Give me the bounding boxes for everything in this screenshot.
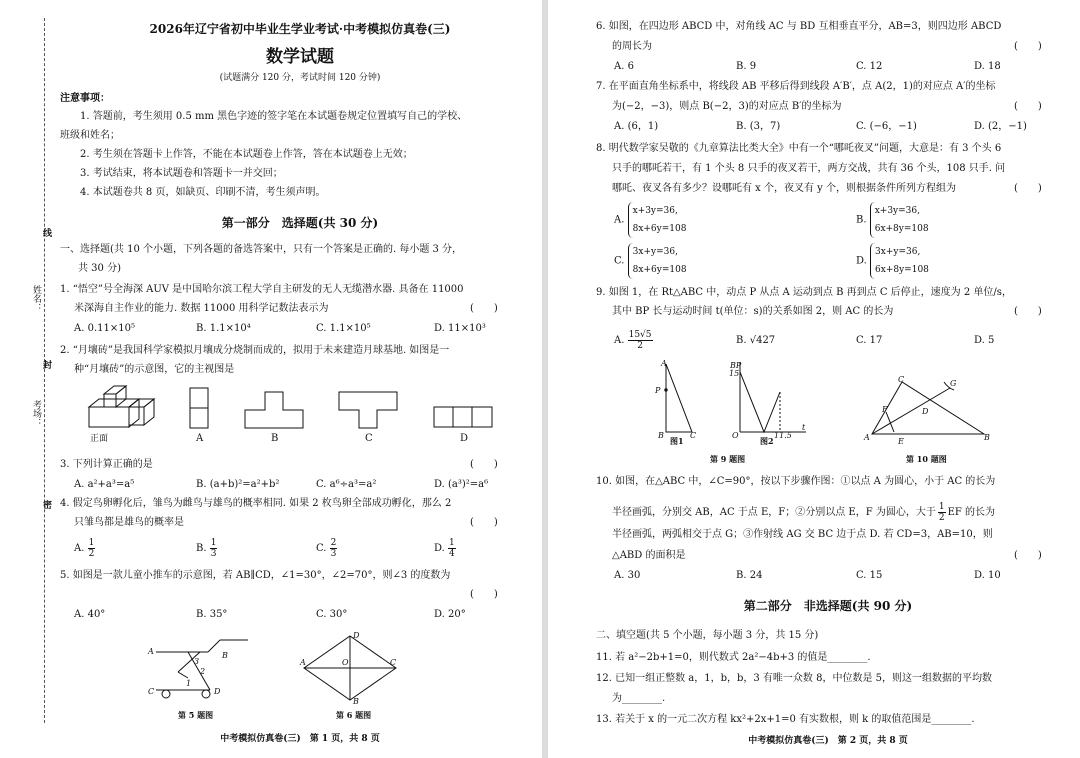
rhombus-figure (300, 632, 400, 704)
q10-answer-paren: ( ) (1014, 550, 1042, 561)
q5-option-d: D. 20° (434, 609, 466, 620)
svg-text:F: F (882, 405, 888, 414)
q10-option-c: C. 15 (856, 570, 883, 581)
svg-text:O: O (342, 658, 349, 667)
section1-line1: 一、选择题(共 10 个小题，下列各题的备选答案中，只有一个答案是正确的. 每小题 3 分， (60, 244, 463, 255)
svg-text:O: O (732, 431, 739, 440)
notice-4: 4. 本试题卷共 8 页，如缺页、印刷不清，考生须声明。 (80, 187, 326, 198)
svg-text:A: A (300, 658, 306, 667)
q4-option-a: A. $\frac{1}{2}$ (74, 538, 95, 559)
q5-stem: 5. 如图是一款儿童小推车的示意图，若 AB∥CD，∠1=30°，∠2=70°，则∠3 的度数为 (60, 570, 451, 581)
fig10-caption: 第 10 题图 (906, 454, 947, 464)
q6-option-b: B. 9 (736, 61, 757, 72)
q3-stem: 3. 下列计算正确的是 (60, 459, 153, 470)
q13-stem: 13. 若关于 x 的一元二次方程 kx²+2x+1=0 有实数根，则 k 的取值范围是________. (596, 714, 975, 725)
svg-text:2: 2 (200, 667, 206, 676)
side-label-room: 考场： (31, 400, 41, 427)
q9-option-d: D. 5 (974, 335, 995, 346)
stroller-figure (148, 628, 258, 704)
q10-option-d: D. 10 (974, 570, 1001, 581)
svg-text:D: D (214, 687, 221, 696)
svg-text:C: C (690, 431, 697, 440)
q8-option-c: C. 3x+y=36, 8x+6y=108 (614, 243, 687, 279)
q7-line2: 为(−2，−3)，则点 B(−2，3)的对应点 B′的坐标为 (612, 101, 842, 112)
q2-option-d-label: D (460, 433, 469, 444)
q10-line3: 半径画弧，两弧相交于点 G；③作射线 AG 交 BC 边于点 D. 若 CD=3，AB=10，则 (612, 529, 993, 540)
svg-text:E: E (898, 437, 904, 446)
fig6-caption: 第 6 题图 (336, 710, 372, 720)
part2-heading: 第二部分 非选择题(共 90 分) (743, 599, 913, 613)
q10-line4: △ABD 的面积是 (612, 550, 686, 561)
q5-option-b: B. 35° (196, 609, 228, 620)
fig9-caption: 第 9 题图 (710, 454, 746, 464)
q8-answer-paren: ( ) (1014, 183, 1042, 194)
q5-option-c: C. 30° (316, 609, 348, 620)
q1-option-a: A. 0.11×10⁵ (74, 323, 135, 334)
q8-option-b: B. x+3y=36, 6x+8y=108 (856, 202, 929, 238)
q3-option-b: B. (a+b)²=a²+b² (196, 479, 280, 490)
q6-line1: 6. 如图，在四边形 ABCD 中，对角线 AC 与 BD 互相垂直平分，AB=3，则四边形 ABCD (596, 21, 1002, 32)
q8-option-d: D. 3x+y=36, 6x+8y=108 (856, 243, 929, 279)
svg-text:C: C (148, 687, 155, 696)
exam-page-2 (548, 0, 1080, 758)
q11-stem: 11. 若 a²−2b+1=0，则代数式 2a²−4b+3 的值是________. (596, 652, 871, 663)
page2-footer: 中考模拟仿真卷(三) 第 2 页，共 8 页 (748, 736, 908, 746)
svg-text:A: A (148, 647, 154, 656)
q10-line1: 10. 如图，在△ABC 中，∠C=90°，按以下步骤作图：①以点 A 为圆心，小于 AC 的长为 (596, 476, 996, 487)
q7-option-b: B. (3，7) (736, 121, 781, 132)
svg-text:11.5: 11.5 (774, 431, 792, 440)
q6-line2: 的周长为 (612, 41, 652, 52)
svg-text:1: 1 (186, 679, 192, 688)
q1-option-c: C. 1.1×10⁵ (316, 323, 371, 334)
q8-option-a: A. x+3y=36, 8x+6y=108 (614, 202, 686, 238)
q9-line2: 其中 BP 长与运动时间 t(单位：s)的关系如图 2，则 AC 的长为 (612, 306, 894, 317)
q1-option-d: D. 11×10³ (434, 323, 486, 334)
q9-fig2-caption: 图2 (760, 436, 774, 446)
svg-text:B: B (222, 651, 228, 660)
q4-option-d: D. $\frac{1}{4}$ (434, 538, 455, 559)
svg-text:A: A (864, 433, 870, 442)
q5-answer-paren: ( ) (470, 589, 498, 600)
svg-text:BP: BP (730, 361, 742, 370)
exam-info: (试题满分 120 分，考试时间 120 分钟) (219, 73, 381, 83)
q2-option-c-label: C (365, 433, 373, 444)
q5-option-a: A. 40° (74, 609, 106, 620)
notice-heading: 注意事项： (60, 93, 110, 104)
exam-title: 2026年辽宁省初中毕业生学业考试·中考模拟仿真卷(三) (149, 22, 451, 36)
q10-option-b: B. 24 (736, 570, 763, 581)
q3-answer-paren: ( ) (470, 459, 498, 470)
side-mark-secret: 密 (41, 500, 51, 509)
q3-option-c: C. a⁶÷a³=a² (316, 479, 377, 490)
q10-figure-triangle (864, 374, 994, 446)
svg-text:G: G (950, 379, 957, 388)
q2-line1: 2. “月壤砖”是我国科学家模拟月壤成分烧制而成的，拟用于未来建造月球基地. 如图是一 (60, 345, 450, 356)
q2-option-b-figure (243, 390, 305, 430)
q2-front-label: 正面 (90, 434, 109, 444)
q2-option-c-figure (337, 390, 399, 430)
q12-line2: 为________. (612, 693, 666, 704)
moon-brick-3d-figure (84, 382, 164, 432)
q4-line2: 只雏鸟都是雄鸟的概率是 (74, 517, 184, 528)
svg-text:C: C (898, 375, 905, 384)
q7-answer-paren: ( ) (1014, 101, 1042, 112)
section2-heading: 二、填空题(共 5 个小题，每小题 3 分，共 15 分) (596, 630, 819, 641)
q7-line1: 7. 在平面直角坐标系中，将线段 AB 平移后得到线段 A′B′，点 A(2，1)的对应点 A′的坐标 (596, 81, 996, 92)
q1-answer-paren: ( ) (470, 303, 498, 314)
q9-answer-paren: ( ) (1014, 306, 1042, 317)
q4-option-c: C. $\frac{2}{3}$ (316, 538, 337, 559)
q3-option-a: A. a²+a³=a⁵ (74, 479, 135, 490)
q9-figure-1-triangle (652, 360, 702, 438)
q9-line1: 9. 如图 1，在 Rt△ABC 中，动点 P 从点 A 运动到点 B 再到点 C 后停止，速度为 2 单位/s， (596, 287, 1012, 298)
q7-option-d: D. (2，−1) (974, 121, 1027, 132)
q12-line1: 12. 已知一组正整数 a，1，b，b，3 有唯一众数 8，中位数是 5，则这一组数据的平均数 (596, 673, 993, 684)
q2-option-d-figure (432, 405, 496, 429)
notice-3: 3. 考试结束，将本试题卷和答题卡一并交回； (80, 168, 283, 179)
q9-option-c: C. 17 (856, 335, 883, 346)
q6-option-c: C. 12 (856, 61, 883, 72)
q9-figure-2-graph (728, 360, 808, 438)
svg-text:D: D (922, 407, 929, 416)
q2-option-b-label: B (271, 433, 279, 444)
page1-footer: 中考模拟仿真卷(三) 第 1 页，共 8 页 (220, 734, 380, 744)
q3-option-d: D. (a³)²=a⁶ (434, 479, 489, 490)
q4-option-b: B. $\frac{1}{3}$ (196, 538, 217, 559)
part1-heading: 第一部分 选择题(共 30 分) (221, 216, 379, 230)
svg-text:B: B (984, 433, 990, 442)
q10-line2: 半径画弧，分别交 AB，AC 于点 E，F；②分别以点 E，F 为圆心，大于 $\frac{1}{2}$ EF 的长为 (612, 502, 995, 523)
q1-line1: 1. “悟空”号全海深 AUV 是中国哈尔滨工程大学自主研发的无人无缆潜水器. 具备在 11000 (60, 284, 464, 295)
side-mark-line: 线 (41, 228, 51, 237)
q8-line2: 只手的哪吒若干，有 1 个头 8 只手的夜叉若干，两方交战，共有 36 个头，108 只手. 问 (612, 163, 1006, 174)
section1-line2: 共 30 分) (78, 263, 121, 274)
side-mark-seal: 封 (41, 360, 51, 369)
svg-text:D: D (353, 631, 360, 640)
q2-line2: 种“月壤砖”的示意图，它的主视图是 (74, 364, 235, 375)
svg-text:B: B (353, 697, 359, 706)
q1-option-b: B. 1.1×10⁴ (196, 323, 251, 334)
subject-title: 数学试题 (266, 47, 334, 67)
q6-answer-paren: ( ) (1014, 41, 1042, 52)
svg-text:A: A (661, 359, 667, 368)
side-label-name: 姓名： (31, 285, 41, 312)
svg-text:B: B (658, 431, 664, 440)
binding-line (44, 18, 45, 723)
svg-text:15: 15 (729, 369, 740, 378)
fig5-caption: 第 5 题图 (178, 710, 214, 720)
q1-line2: 米深海自主作业的能力. 数据 11000 用科学记数法表示为 (74, 303, 329, 314)
q2-option-a-figure (188, 386, 212, 430)
q9-option-a: A. $\frac{15√5}{2}$ (614, 330, 652, 351)
q4-line1: 4. 假定鸟卵孵化后，雏鸟为雌鸟与雄鸟的概率相同. 如果 2 枚鸟卵全部成功孵化，那么 2 (60, 498, 452, 509)
svg-text:C: C (390, 658, 397, 667)
q9-option-b: B. √427 (736, 335, 776, 346)
q10-option-a: A. 30 (614, 570, 641, 581)
q6-option-a: A. 6 (614, 61, 634, 72)
q8-line3: 哪吒、夜叉各有多少？设哪吒有 x 个，夜叉有 y 个，则根据条件所列方程组为 (612, 183, 957, 194)
notice-1-cont: 班级和姓名； (60, 130, 120, 141)
q7-option-c: C. (−6，−1) (856, 121, 917, 132)
svg-text:P: P (655, 386, 661, 395)
q8-line1: 8. 明代数学家吴敬的《九章算法比类大全》中有一个“哪吒夜叉”问题，大意是：有 3 个头 6 (596, 143, 1002, 154)
svg-text:t: t (802, 423, 806, 432)
q4-answer-paren: ( ) (470, 517, 498, 528)
svg-text:3: 3 (194, 657, 200, 666)
notice-1: 1. 答题前，考生须用 0.5 mm 黑色字迹的签字笔在本试题卷规定位置填写自己的学校、 (80, 111, 468, 122)
notice-2: 2. 考生须在答题卡上作答，不能在本试题卷上作答，答在本试题卷上无效； (80, 149, 413, 160)
q6-option-d: D. 18 (974, 61, 1001, 72)
q7-option-a: A. (6，1) (614, 121, 659, 132)
q9-fig1-caption: 图1 (670, 436, 684, 446)
q2-option-a-label: A (196, 433, 204, 444)
